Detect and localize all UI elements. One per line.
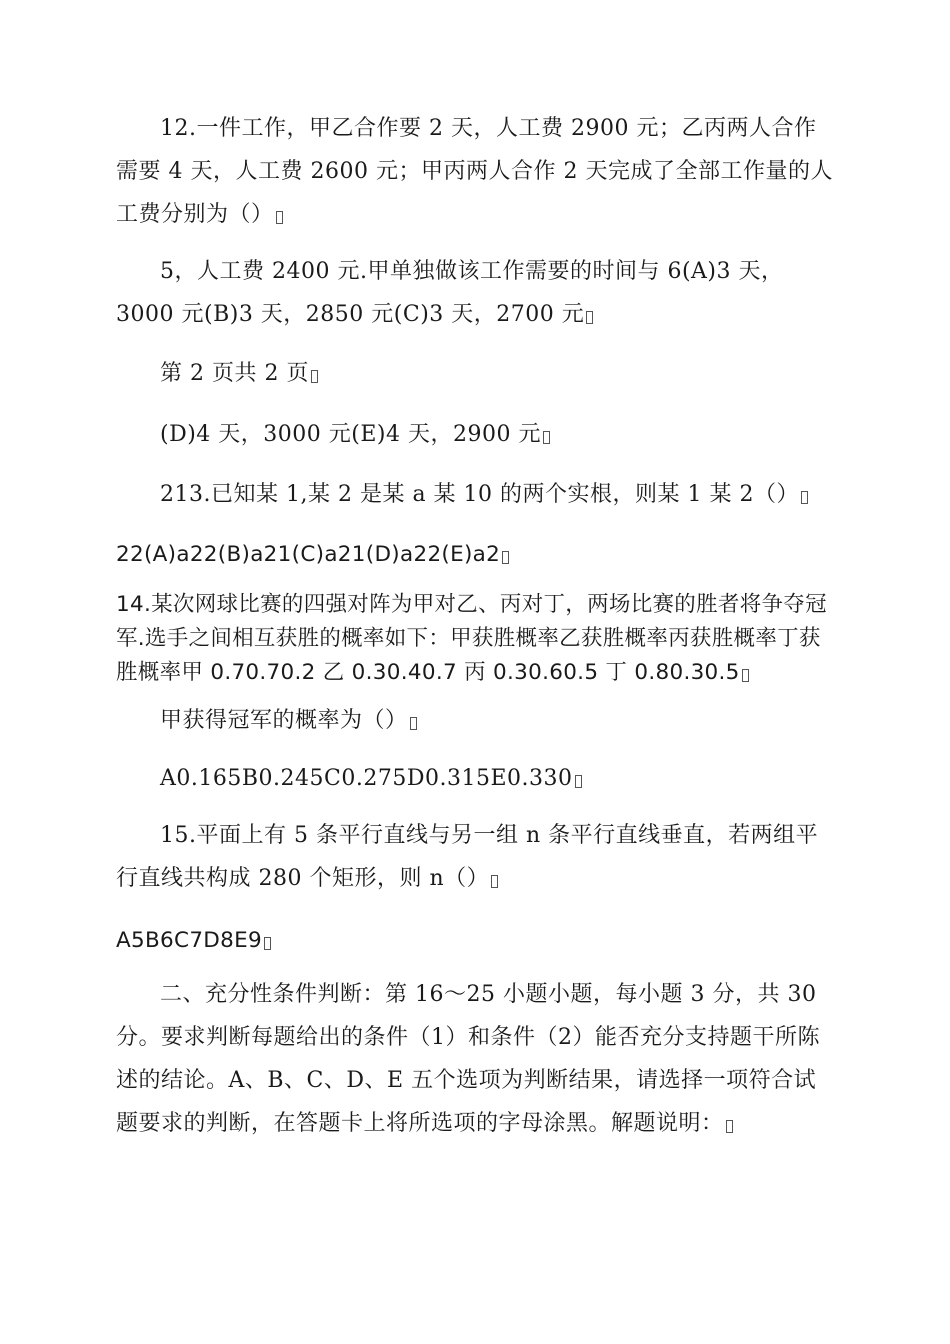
question-12-options: 5，人工费 2400 元.甲单独做该工作需要的时间与 6(A)3 天，3000 元(B)3 天，2850 元(C)3 天，2700 元 (116, 259, 784, 327)
paragraph-mark-icon (502, 551, 509, 564)
question-12: 12.一件工作，甲乙合作要 2 天，人工费 2900 元；乙丙两人合作需要 4 天，人工费 2600 元；甲丙两人合作 2 天完成了全部工作量的人工费分别为（） (116, 116, 833, 227)
question-13: 213.已知某 1,某 2 是某 a 某 10 的两个实根，则某 1 某 2（） (116, 473, 836, 516)
question-13-options: 22(A)a22(B)a21(C)a21(D)a22(E)a2 (116, 538, 836, 572)
paragraph-mark-icon (726, 1120, 733, 1133)
paragraph-mark-icon (410, 717, 417, 730)
paragraph-mark-icon (586, 311, 593, 324)
question-14-options: A0.165B0.245C0.275D0.315E0.330 (116, 757, 836, 800)
question-15: 15.平面上有 5 条平行直线与另一组 n 条平行直线垂直，若两组平行直线共构成 280 个矩形，则 n（） (116, 823, 819, 891)
paragraph-mark-icon (311, 370, 318, 383)
section-2-instructions: 二、充分性条件判断：第 16～25 小题小题，每小题 3 分，共 30 分。要求判断每题给出的条件（1）和条件（2）能否充分支持题干所陈述的结论。A、B、C、D、E 五个选项为判断结果，请选择一项符合试题要求的判断，在答题卡上将所选项的字母涂黑。解题说明： (116, 982, 820, 1136)
paragraph-mark-icon (543, 431, 550, 444)
question-14: 14.某次网球比赛的四强对阵为甲对乙、丙对丁，两场比赛的胜者将争夺冠军.选手之间相互获胜的概率如下：甲获胜概率乙获胜概率丙获胜概率丁获胜概率甲 0.70.70.2 乙 0.30.40.7 丙 0.30.60.5 丁 0.80.30.5 (116, 592, 827, 685)
question-14-prompt: 甲获得冠军的概率为（） (116, 699, 836, 742)
page-number: 第 2 页共 2 页 (116, 352, 836, 395)
paragraph-mark-icon (491, 875, 498, 888)
paragraph-mark-icon (742, 669, 749, 682)
question-15-options: A5B6C7D8E9 (116, 924, 836, 958)
paragraph-mark-icon (276, 211, 283, 224)
paragraph-mark-icon (575, 775, 582, 788)
paragraph-mark-icon (264, 937, 271, 950)
question-12-options-d-e: (D)4 天，3000 元(E)4 天，2900 元 (116, 413, 836, 456)
paragraph-mark-icon (801, 491, 808, 504)
